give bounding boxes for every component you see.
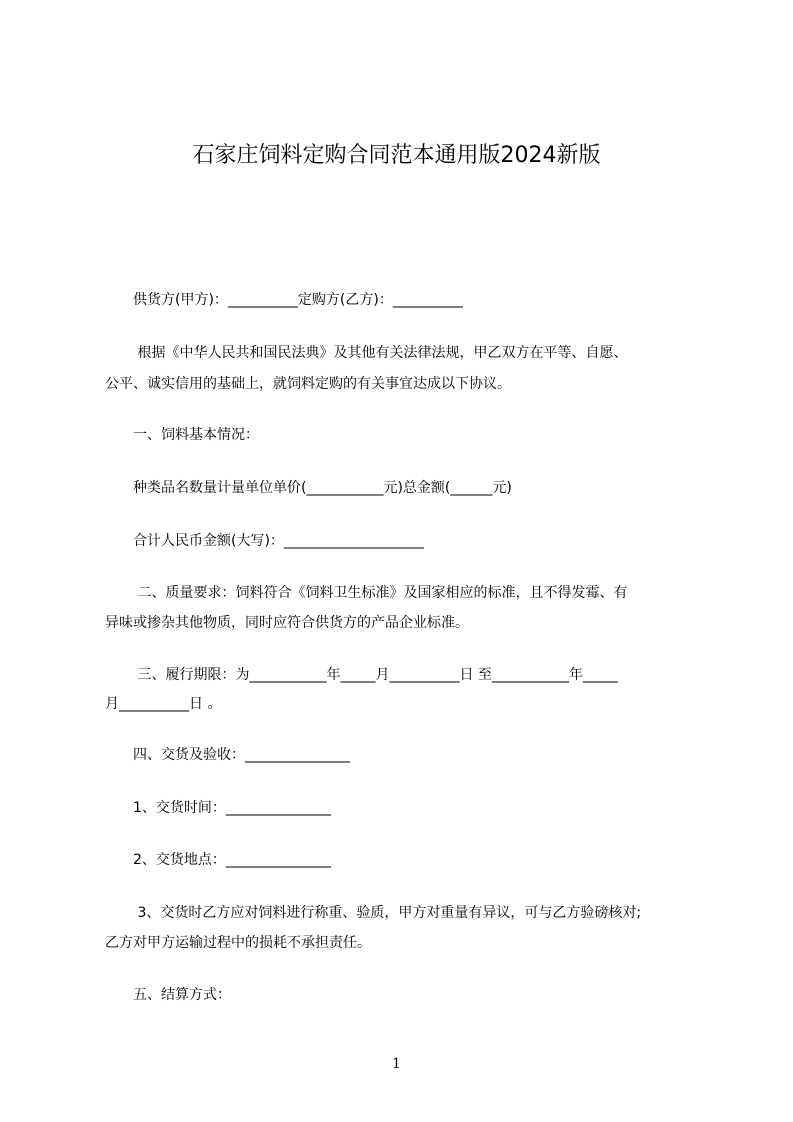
section1-total: 合计人民币金额(大写)：____________________ xyxy=(105,533,424,549)
section2-line-1: 二、质量要求：饲料符合《饲料卫生标准》及国家相应的标准，且不得发霉、有 xyxy=(105,585,628,601)
preamble-line-2: 公平、诚实信用的基础上，就饲料定购的有关事宜达成以下协议。 xyxy=(105,376,511,392)
page-number: 1 xyxy=(392,1056,401,1072)
document-title: 石家庄饲料定购合同范本通用版2024新版 xyxy=(192,143,601,168)
section5-heading: 五、结算方式： xyxy=(105,987,231,1003)
parties-line: 供货方(甲方)：__________定购方(乙方)：__________ xyxy=(105,292,463,308)
section3-line-2: 月__________日 。 xyxy=(105,696,222,712)
section1-items: 种类品名数量计量单位单价(___________元)总金额(______元) xyxy=(105,480,512,496)
section4-item3-line-1: 3、交货时乙方应对饲料进行称重、验质，甲方对重量有异议，可与乙方验磅核对; xyxy=(105,905,642,921)
section4-heading: 四、交货及验收：_______________ xyxy=(105,747,350,763)
section4-item-delivery-time: 1、交货时间：_______________ xyxy=(105,800,331,816)
section4-item3-line-2: 乙方对甲方运输过程中的损耗不承担责任。 xyxy=(105,935,371,951)
section2-line-2: 异味或掺杂其他物质，同时应符合供货方的产品企业标准。 xyxy=(105,615,469,631)
section1-heading: 一、饲料基本情况： xyxy=(105,427,259,443)
section4-item-delivery-place: 2、交货地点：_______________ xyxy=(105,852,331,868)
section3-line-1: 三、履行期限：为___________年_____月__________日 至___________年_____ xyxy=(105,667,618,683)
preamble-line-1: 根据《中华人民共和国民法典》及其他有关法律法规，甲乙双方在平等、自愿、 xyxy=(105,345,628,361)
